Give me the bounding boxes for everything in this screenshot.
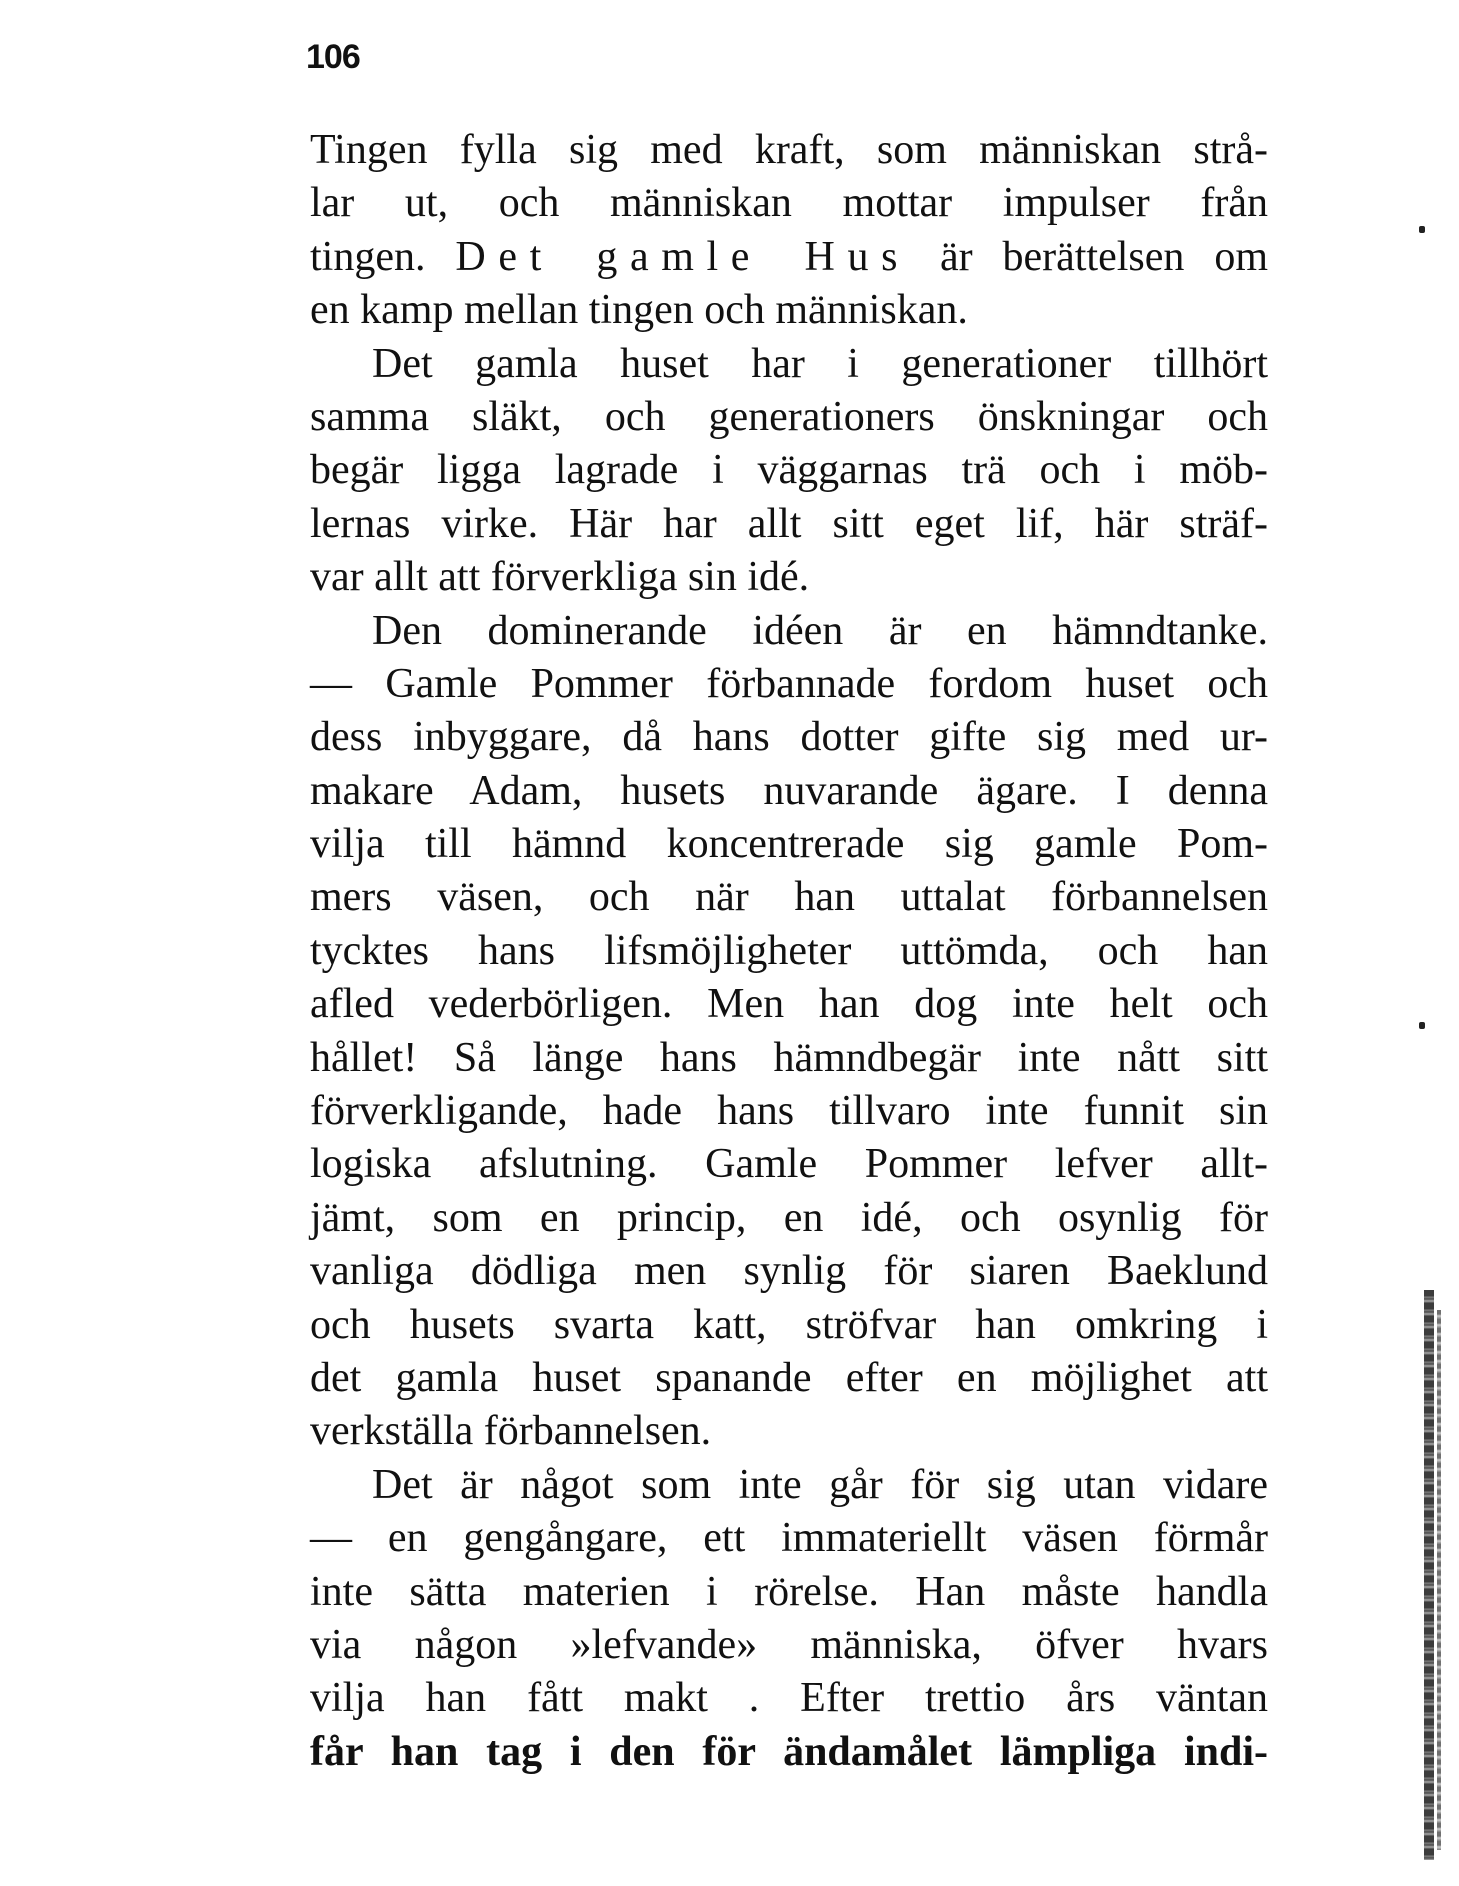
text-line-segment: lernas virke. Här har allt sitt eget lif, här sträf- <box>310 500 1268 547</box>
text-line-segment: begär ligga lagrade i väggarnas trä och i möb- <box>310 447 1268 494</box>
text-line <box>310 551 1268 604</box>
text-line-segment: afled vederbörligen. Men han dog inte helt och <box>310 981 1268 1028</box>
text-line-segment: var allt att förverkliga sin idé. <box>310 554 810 601</box>
text-line-segment: mers väsen, och när han uttalat förbannelsen <box>310 874 1268 921</box>
text-line <box>310 177 1268 230</box>
text-line-segment: vanliga dödliga men synlig för siaren Baeklund <box>310 1248 1268 1295</box>
scan-speck <box>1419 1022 1425 1029</box>
scan-binding-edge <box>1424 1290 1434 1860</box>
text-line <box>310 1459 1268 1512</box>
text-line-segment: verkställa förbannelsen. <box>310 1408 712 1455</box>
text-line <box>310 925 1268 978</box>
text-line <box>310 231 1268 284</box>
text-line <box>310 1138 1268 1191</box>
text-line <box>310 1726 1268 1779</box>
text-line-segment: vilja till hämnd koncentrerade sig gamle Pom- <box>310 821 1268 868</box>
text-line-segment: lar ut, och människan mottar impulser från <box>310 180 1268 227</box>
text-line <box>310 711 1268 764</box>
text-line <box>310 978 1268 1031</box>
text-line-segment: inte sätta materien i rörelse. Han måste handla <box>310 1568 1268 1615</box>
text-line <box>310 1672 1268 1725</box>
text-line-segment: tingen. <box>310 233 456 280</box>
text-line-segment: en kamp mellan tingen och människan. <box>310 287 968 334</box>
text-line-segment: förverkligande, hade hans tillvaro inte funnit sin <box>310 1088 1268 1135</box>
text-line <box>310 658 1268 711</box>
text-line-segment: — Gamle Pommer förbannade fordom huset och <box>310 660 1268 707</box>
text-line <box>310 1405 1268 1458</box>
text-line-segment: tycktes hans lifsmöjligheter uttömda, och han <box>310 927 1268 974</box>
text-line-segment: hållet! Så länge hans hämndbegär inte nått sitt <box>310 1034 1268 1081</box>
text-line <box>310 1245 1268 1298</box>
text-line-segment: via någon »lefvande» människa, öfver hvars <box>310 1621 1268 1668</box>
text-line <box>310 498 1268 551</box>
text-line <box>310 1352 1268 1405</box>
text-line <box>310 284 1268 337</box>
text-line <box>310 391 1268 444</box>
text-line-segment: får han tag i den för ändamålet lämpliga indi- <box>310 1728 1268 1775</box>
text-line-segment: — en gengångare, ett immateriellt väsen förmår <box>310 1515 1268 1562</box>
text-line <box>310 1192 1268 1245</box>
text-line <box>310 1032 1268 1085</box>
text-line-segment: Tingen fylla sig med kraft, som människan strå- <box>310 127 1268 173</box>
scan-binding-edge <box>1437 1310 1441 1850</box>
text-line <box>310 1299 1268 1352</box>
text-line-segment: makare Adam, husets nuvarande ägare. I denna <box>310 767 1268 814</box>
text-line-segment: logiska afslutning. Gamle Pommer lefver allt- <box>310 1141 1268 1188</box>
text-line <box>310 1619 1268 1672</box>
text-line-segment: samma släkt, och generationers önskningar och <box>310 393 1268 440</box>
text-line-segment: dess inbyggare, då hans dotter gifte sig med ur- <box>310 714 1268 761</box>
text-line <box>310 765 1268 818</box>
text-line-segment: vilja han fått makt . Efter trettio års väntan <box>310 1675 1268 1722</box>
body-text <box>310 124 1268 1779</box>
text-line <box>310 1566 1268 1619</box>
text-line-segment: Det gamle Hus <box>455 233 911 280</box>
text-line-segment: Det är något som inte går för sig utan vidare <box>372 1461 1268 1508</box>
text-line-segment: jämt, som en princip, en idé, och osynlig för <box>310 1194 1268 1241</box>
text-line-segment: är berättelsen om <box>910 233 1268 280</box>
text-line <box>310 871 1268 924</box>
text-line-segment: och husets svarta katt, ströfvar han omkring i <box>310 1301 1268 1348</box>
text-line <box>310 605 1268 658</box>
text-line <box>310 1085 1268 1138</box>
text-line <box>310 444 1268 497</box>
text-line-segment: Det gamla huset har i generationer tillhört <box>372 340 1268 387</box>
text-line <box>310 338 1268 391</box>
text-line <box>310 124 1268 177</box>
text-line-segment: det gamla huset spanande efter en möjlighet att <box>310 1354 1268 1401</box>
page-number: 106 <box>306 38 360 76</box>
text-line <box>310 1512 1268 1565</box>
text-line-segment: Den dominerande idéen är en hämndtanke. <box>372 607 1268 654</box>
text-line <box>310 818 1268 871</box>
scan-speck <box>1419 226 1425 233</box>
